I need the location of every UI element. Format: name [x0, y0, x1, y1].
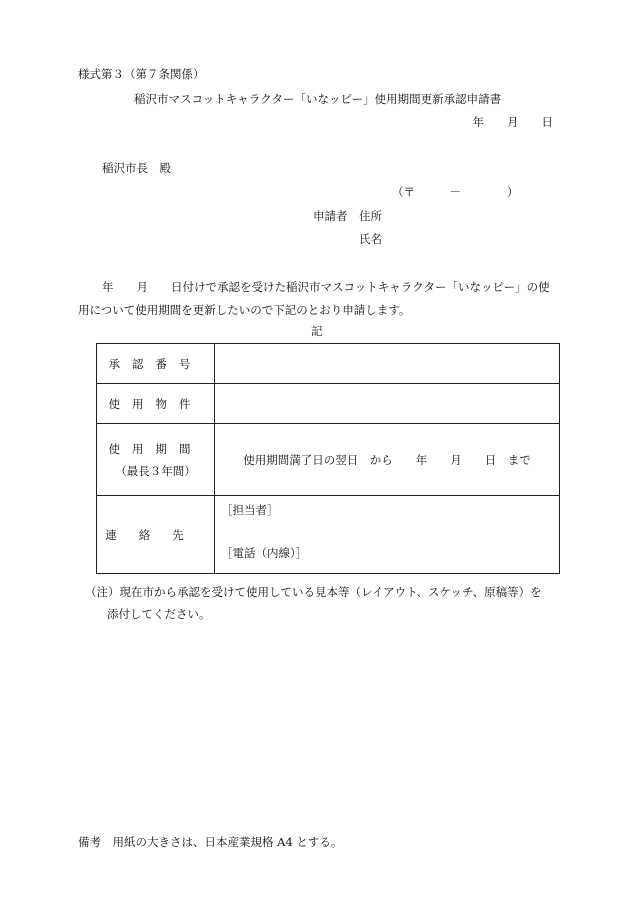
period-label: 使用期間 （最長３年間） [97, 424, 215, 496]
application-table [96, 343, 560, 574]
date-line: 年 月 日 [472, 115, 553, 129]
period-sub-label: （最長３年間） [115, 463, 196, 478]
item-field[interactable] [215, 384, 560, 424]
applicant-address-label: 申請者 住所 [313, 209, 382, 223]
table-row [97, 344, 560, 384]
request-paragraph [78, 276, 563, 322]
applicant-name-label: 氏名 [359, 232, 382, 246]
table-row [97, 384, 560, 424]
document-title: 稲沢市マスコットキャラクター「いなッピー」使用期間更新承認申請書 [134, 92, 502, 106]
period-value: 使用期間満了日の翌日 から 年 月 日 まで [243, 452, 531, 467]
ki-heading: 記 [311, 324, 323, 338]
addressee: 稲沢市長 殿 [102, 161, 171, 175]
request-line-1: 年 月 日付けで承認を受けた稲沢市マスコットキャラクター「いなッピー」の使 [102, 280, 550, 294]
approval-number-label: 承認番号 [97, 344, 215, 384]
request-line-2: 用について使用期間を更新したいので下記のとおり申請します。 [78, 303, 411, 317]
attachment-note [85, 581, 565, 625]
period-field[interactable] [215, 424, 560, 496]
note-line-1: （注）現在市から承認を受けて使用している見本等（レイアウト、スケッチ、原稿等）を [85, 585, 542, 599]
item-label: 使用物件 [97, 384, 215, 424]
contact-label: 連絡先 [97, 496, 215, 574]
contact-field[interactable] [215, 496, 560, 574]
form-number: 様式第３（第７条関係） [78, 67, 205, 81]
approval-number-field[interactable] [215, 344, 560, 384]
table-row [97, 496, 560, 574]
contact-phone-label: ［電話（内線）］ [221, 546, 308, 560]
contact-person-label: ［担当者］ [221, 503, 279, 517]
note-line-2: 添付してください。 [107, 607, 211, 621]
postal-code-line: （〒 － ） [392, 185, 519, 199]
table-row [97, 424, 560, 496]
footer-remark: 備考 用紙の大きさは、日本産業規格 A4 とする。 [78, 835, 343, 849]
